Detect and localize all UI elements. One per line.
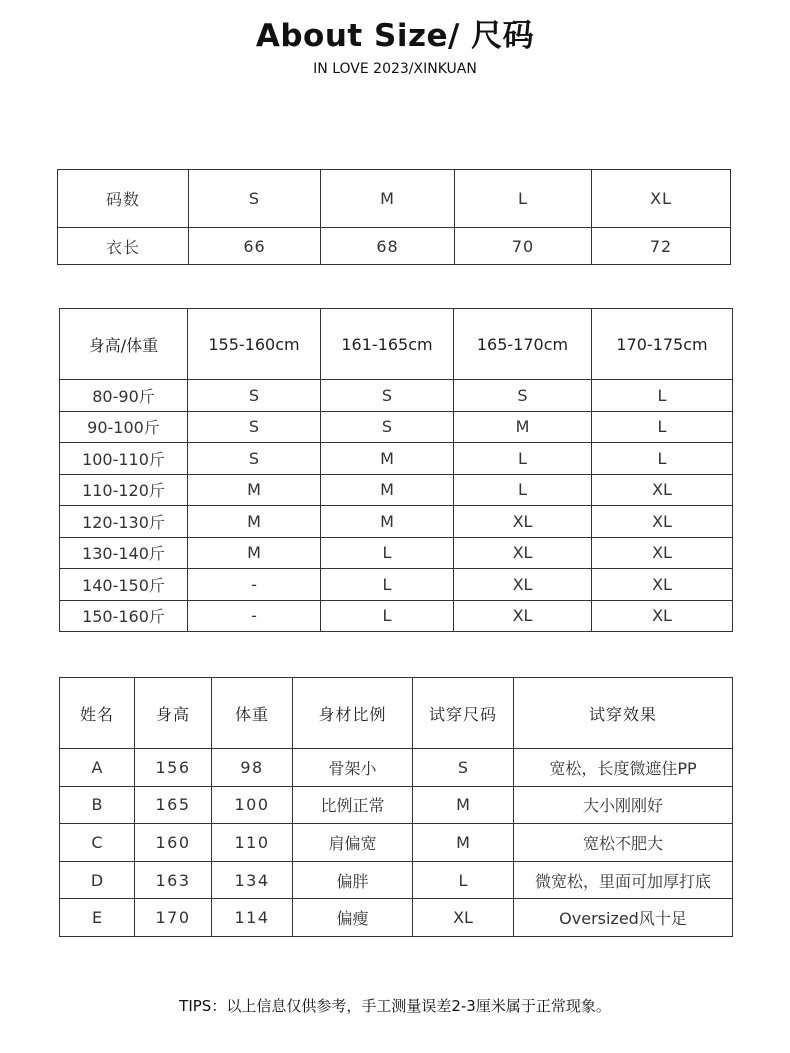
- table-cell: 66: [189, 228, 321, 265]
- weight-cell: 98: [212, 749, 293, 787]
- table-cell: M: [454, 411, 592, 443]
- row-label-cell: 140-150斤: [60, 569, 188, 601]
- header-cell: S: [189, 170, 321, 228]
- header-cell: L: [455, 170, 592, 228]
- header-cell: 155-160cm: [188, 309, 321, 380]
- page-subtitle: IN LOVE 2023/XINKUAN: [313, 61, 477, 77]
- header-cell: M: [321, 170, 455, 228]
- weight-cell: 110: [212, 824, 293, 862]
- table-cell: L: [592, 411, 733, 443]
- header-cell: 体重: [212, 678, 293, 749]
- table-cell: XL: [454, 537, 592, 569]
- table-cell: XL: [454, 600, 592, 632]
- table-row: [60, 537, 733, 569]
- table-cell: L: [592, 380, 733, 412]
- header-cell: 试穿尺码: [413, 678, 514, 749]
- height-cell: 170: [135, 899, 212, 937]
- row-label-cell: 衣长: [58, 228, 189, 265]
- row-label-cell: 130-140斤: [60, 537, 188, 569]
- table-cell: XL: [454, 569, 592, 601]
- name-cell: E: [60, 899, 135, 937]
- height-cell: 165: [135, 786, 212, 824]
- table-header-row: [60, 678, 733, 749]
- table-row: [60, 786, 733, 824]
- effect-cell: 大小刚刚好: [514, 786, 733, 824]
- table-cell: XL: [454, 506, 592, 538]
- body-type-cell: 比例正常: [293, 786, 413, 824]
- effect-cell: Oversized风十足: [514, 899, 733, 937]
- height-cell: 156: [135, 749, 212, 787]
- header-cell: 码数: [58, 170, 189, 228]
- tips-note: TIPS：以上信息仅供参考，手工测量误差2-3厘米属于正常现象。: [179, 997, 611, 1015]
- body-type-cell: 偏瘦: [293, 899, 413, 937]
- header-cell: 165-170cm: [454, 309, 592, 380]
- table-row: [60, 749, 733, 787]
- row-label-cell: 90-100斤: [60, 411, 188, 443]
- table-cell: M: [321, 443, 454, 475]
- table-cell: XL: [592, 537, 733, 569]
- header-cell: 试穿效果: [514, 678, 733, 749]
- table-cell: S: [188, 380, 321, 412]
- header-cell: 身高/体重: [60, 309, 188, 380]
- table-cell: S: [454, 380, 592, 412]
- table-row: [60, 600, 733, 632]
- table-cell: M: [188, 506, 321, 538]
- effect-cell: 宽松，长度微遮住PP: [514, 749, 733, 787]
- table-cell: XL: [592, 569, 733, 601]
- size-cell: S: [413, 749, 514, 787]
- table-row: [58, 228, 731, 265]
- header-cell: 身高: [135, 678, 212, 749]
- table-cell: 72: [592, 228, 731, 265]
- header-cell: 161-165cm: [321, 309, 454, 380]
- table-cell: 70: [455, 228, 592, 265]
- table-row: [60, 474, 733, 506]
- row-label-cell: 100-110斤: [60, 443, 188, 475]
- row-label-cell: 120-130斤: [60, 506, 188, 538]
- effect-cell: 宽松不肥大: [514, 824, 733, 862]
- body-type-cell: 肩偏宽: [293, 824, 413, 862]
- weight-cell: 100: [212, 786, 293, 824]
- name-cell: B: [60, 786, 135, 824]
- header-cell: XL: [592, 170, 731, 228]
- row-label-cell: 80-90斤: [60, 380, 188, 412]
- table-cell: L: [454, 443, 592, 475]
- table-cell: L: [592, 443, 733, 475]
- table-cell: S: [321, 411, 454, 443]
- weight-cell: 134: [212, 861, 293, 899]
- table-row: [60, 824, 733, 862]
- table-cell: XL: [592, 506, 733, 538]
- length-table: [57, 169, 731, 265]
- page-title: About Size/ 尺码: [255, 18, 535, 54]
- table-cell: S: [188, 443, 321, 475]
- table-cell: 68: [321, 228, 455, 265]
- size-recommendation-table: [59, 308, 733, 632]
- table-cell: XL: [592, 474, 733, 506]
- body-type-cell: 骨架小: [293, 749, 413, 787]
- row-label-cell: 110-120斤: [60, 474, 188, 506]
- table-cell: M: [321, 506, 454, 538]
- header-cell: 身材比例: [293, 678, 413, 749]
- height-cell: 163: [135, 861, 212, 899]
- table-cell: L: [321, 537, 454, 569]
- table-header-row: [60, 309, 733, 380]
- table-cell: M: [188, 537, 321, 569]
- table-cell: -: [188, 600, 321, 632]
- effect-cell: 微宽松，里面可加厚打底: [514, 861, 733, 899]
- table-cell: M: [188, 474, 321, 506]
- name-cell: C: [60, 824, 135, 862]
- table-row: [60, 506, 733, 538]
- name-cell: D: [60, 861, 135, 899]
- table-cell: S: [188, 411, 321, 443]
- table-cell: XL: [592, 600, 733, 632]
- table-cell: L: [454, 474, 592, 506]
- height-cell: 160: [135, 824, 212, 862]
- table-row: [60, 861, 733, 899]
- size-cell: M: [413, 824, 514, 862]
- row-label-cell: 150-160斤: [60, 600, 188, 632]
- table-row: [60, 899, 733, 937]
- table-cell: -: [188, 569, 321, 601]
- body-type-cell: 偏胖: [293, 861, 413, 899]
- name-cell: A: [60, 749, 135, 787]
- header-cell: 170-175cm: [592, 309, 733, 380]
- table-header-row: [58, 170, 731, 228]
- header-cell: 姓名: [60, 678, 135, 749]
- tryon-table: [59, 677, 733, 937]
- size-cell: XL: [413, 899, 514, 937]
- size-cell: L: [413, 861, 514, 899]
- table-row: [60, 380, 733, 412]
- table-cell: S: [321, 380, 454, 412]
- table-row: [60, 569, 733, 601]
- table-row: [60, 411, 733, 443]
- weight-cell: 114: [212, 899, 293, 937]
- table-cell: L: [321, 600, 454, 632]
- table-cell: M: [321, 474, 454, 506]
- table-cell: L: [321, 569, 454, 601]
- table-row: [60, 443, 733, 475]
- size-cell: M: [413, 786, 514, 824]
